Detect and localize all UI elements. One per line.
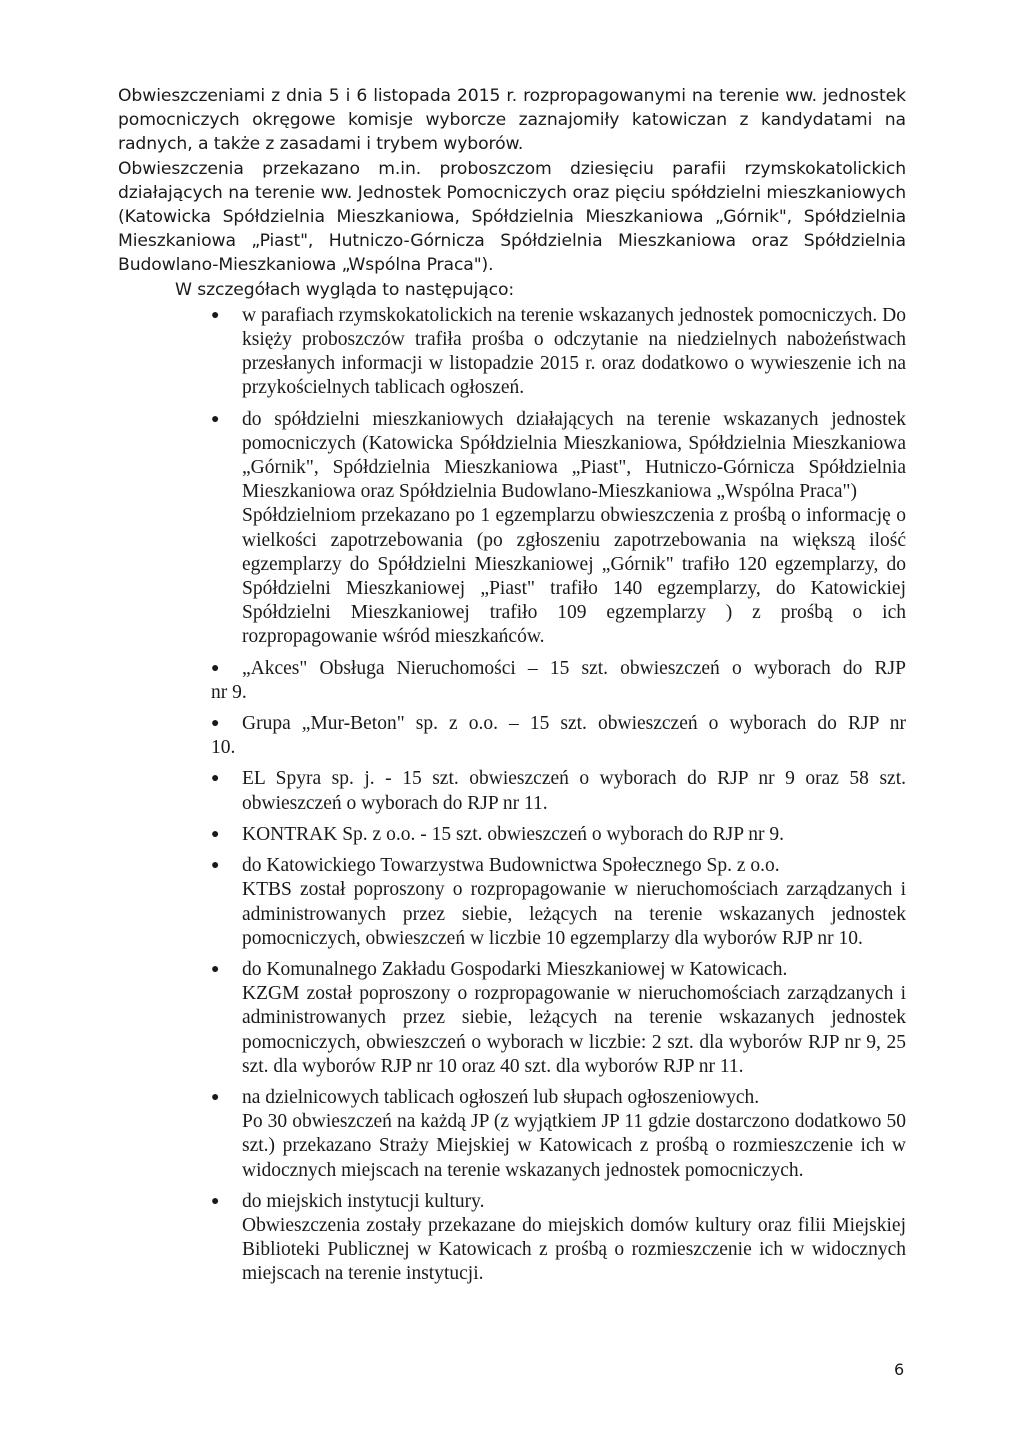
page-number: 6 <box>894 1360 905 1379</box>
bullet-icon: ● <box>211 826 220 842</box>
distribution-list <box>118 304 906 1287</box>
list-item <box>118 1190 906 1287</box>
list-item-text: „Akces" Obsługa Nieruchomości – 15 szt. obwieszczeń o wyborach do RJP <box>242 657 906 679</box>
list-item <box>118 823 906 847</box>
list-item-text: KONTRAK Sp. z o.o. - 15 szt. obwieszczeń o wyborach do RJP nr 9. <box>242 823 784 845</box>
list-item <box>118 657 906 705</box>
list-item-text: w parafiach rzymskokatolickich na terenie wskazanych jednostek pomocniczych. Do księży proboszczów trafiła prośba o odczytanie na niedzielnych nabożeństwach przesłanych informacji w listopadzie 2015 r. oraz dodatkowo o wywieszenie ich na przykościelnych tablicach ogłoszeń. <box>242 304 906 399</box>
list-item <box>118 767 906 815</box>
list-item <box>118 958 906 1079</box>
bullet-icon: ● <box>211 771 220 787</box>
bullet-icon: ● <box>211 716 220 732</box>
list-item-text: do Komunalnego Zakładu Gospodarki Mieszkaniowej w Katowicach. <box>242 958 788 980</box>
list-item-extra: Po 30 obwieszczeń na każdą JP (z wyjątkiem JP 11 gdzie dostarczono dodatkowo 50 szt.) przekazano Straży Miejskiej w Katowicach z prośbą o rozmieszczenie ich w widocznych miejscach na terenie wskazanych jednostek pomocniczych. <box>242 1111 906 1181</box>
bullet-icon: ● <box>211 411 220 427</box>
list-item-extra: KZGM został poproszony o rozpropagowanie w nieruchomościach zarządzanych i administrowanych przez siebie, leżących na terenie wskazanych jednostek pomocniczych, obwieszczeń o wyborach w liczbie: 2 szt. dla wyborów RJP nr 9, 25 szt. dla wyborów RJP nr 10 oraz 40 szt. dla wyborów RJP nr 11. <box>242 983 906 1077</box>
list-item <box>118 712 906 760</box>
list-item <box>118 304 906 401</box>
list-item-text: do spółdzielni mieszkaniowych działających na terenie wskazanych jednostek pomocniczych (Katowicka Spółdzielnia Mieszkaniowa, Spółdzielnia Mieszkaniowa „Górnik", Spółdzielnia Mieszkaniowa „Piast", Hutniczo-Górnicza Spółdzielnia Mieszkaniowa oraz Spółdzielnia Budowlano-Mieszkaniowa „Wspólna Praca") <box>242 408 906 503</box>
intro-paragraph-2-text: Obwieszczenia przekazano m.in. proboszczom dziesięciu parafii rzymskokatolickich działających na terenie ww. Jednostek Pomocniczych oraz pięciu spółdzielni mieszkaniowych (Katowicka Spółdzielnia Mieszkaniowa, Spółdzielnia Mieszkaniowa „Górnik", Spółdzielnia Mieszkaniowa „Piast", Hutniczo-Górnicza Spółdzielnia Mieszkaniowa oraz Spółdzielnia Budowlano-Mieszkaniowa „Wspólna Praca"). <box>118 158 906 276</box>
intro-paragraph-1 <box>118 84 906 157</box>
intro-paragraph-2 <box>118 157 906 278</box>
bullet-icon: ● <box>211 307 220 323</box>
bullet-icon: ● <box>211 858 220 874</box>
list-item <box>118 1086 906 1183</box>
intro-paragraph-1-text: Obwieszczeniami z dnia 5 i 6 listopada 2015 r. rozpropagowanymi na terenie ww. jednostek pomocniczych okręgowe komisje wyborcze zaznajomiły katowiczan z kandydatami na radnych, a także z zasadami i trybem wyborów. <box>118 86 906 155</box>
list-item-extra: Spółdzielniom przekazano po 1 egzemplarzu obwieszczenia z prośbą o informację o wielkości zapotrzebowania (po zgłoszeniu zapotrzebowania na większą ilość egzemplarzy do Spółdzielni Mieszkaniowej „Górnik" trafiło 120 egzemplarzy, do Spółdzielni Mieszkaniowej „Piast" trafiło 140 egzemplarzy, do Katowickiej Spółdzielni Mieszkaniowej trafiło 109 egzemplarzy ) z prośbą o ich rozpropagowanie wśród mieszkańców. <box>242 505 906 648</box>
bullet-icon: ● <box>211 961 220 977</box>
list-item-text-continued: nr 9. <box>211 681 247 703</box>
list-item-text-continued: 10. <box>211 737 236 759</box>
document-body <box>118 84 906 1294</box>
list-item-extra: KTBS został poproszony o rozpropagowanie w nieruchomościach zarządzanych i administrowanych przez siebie, leżących na terenie wskazanych jednostek pomocniczych, obwieszczeń w liczbie 10 egzemplarzy dla wyborów RJP nr 10. <box>242 879 906 949</box>
bullet-icon: ● <box>211 660 220 676</box>
bullet-icon: ● <box>211 1089 220 1105</box>
list-item-extra: Obwieszczenia zostały przekazane do miejskich domów kultury oraz filii Miejskiej Biblioteki Publicznej w Katowicach z prośbą o rozmieszczenie ich w widocznych miejscach na terenie instytucji. <box>242 1214 906 1285</box>
list-item-text: do miejskich instytucji kultury. <box>242 1190 485 1212</box>
bullet-icon: ● <box>211 1193 220 1209</box>
list-item-text: do Katowickiego Towarzystwa Budownictwa Społecznego Sp. z o.o. <box>242 855 780 877</box>
details-heading: W szczegółach wygląda to następująco: <box>175 279 515 300</box>
list-item-text: na dzielnicowych tablicach ogłoszeń lub słupach ogłoszeniowych. <box>242 1086 760 1108</box>
list-item-text: EL Spyra sp. j. - 15 szt. obwieszczeń o wyborach do RJP nr 9 oraz 58 szt. obwieszczeń o wyborach do RJP nr 11. <box>242 768 906 814</box>
list-item <box>118 854 906 951</box>
list-item <box>118 408 906 650</box>
list-item-text: Grupa „Mur-Beton" sp. z o.o. – 15 szt. obwieszczeń o wyborach do RJP nr <box>242 713 906 735</box>
